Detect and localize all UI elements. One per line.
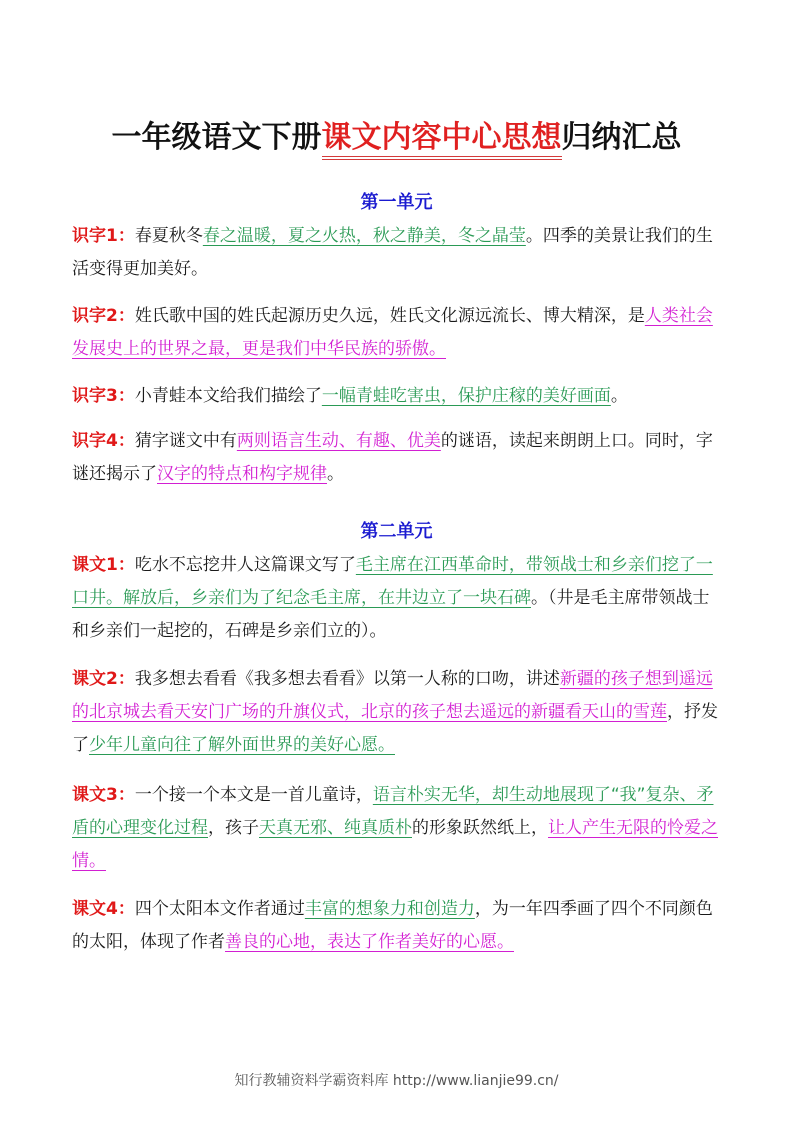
key-point-pink: 让人产生无限的怜爱之情。: [72, 818, 718, 871]
unit-2-item-2: [72, 663, 724, 762]
body-text: 。: [327, 464, 344, 484]
key-point-pink: 汉字的特点和构字规律: [157, 464, 327, 484]
unit-1-item-3: [72, 380, 724, 413]
unit-2-heading: 第二单元: [360, 521, 433, 542]
body-text: 小青蛙本文给我们描绘了: [134, 386, 322, 406]
body-text: 的谜语，读起来朗朗上口。同时，字谜还揭示了: [72, 431, 713, 484]
unit-1-item-1: [72, 220, 724, 286]
item-label: 课文3：: [72, 785, 135, 805]
item-label: 识字1：: [72, 226, 135, 246]
body-text: 猜字谜文中有: [134, 431, 237, 451]
body-text: ，孩子: [208, 818, 259, 838]
body-text: 。: [610, 386, 628, 406]
body-text: 的形象跃然纸上，: [412, 818, 548, 838]
key-point-green: 天真无邪、纯真质朴: [259, 818, 412, 838]
key-point-green: 一幅青蛙吃害虫，保护庄稼的美好画面: [321, 386, 611, 406]
page-title: [0, 112, 793, 156]
key-point-green: 春之温暖，夏之火热，秋之静美，冬之晶莹: [202, 226, 526, 246]
item-label: 识字3：: [72, 386, 135, 406]
key-point-green: 少年儿童向往了解外面世界的美好心愿。: [89, 735, 395, 755]
key-point-pink: 人类社会发展史上的世界之最，更是我们中华民族的骄傲。: [72, 306, 713, 359]
item-label: 识字2：: [72, 306, 135, 326]
body-text: 吃水不忘挖井人这篇课文写了: [134, 555, 356, 575]
key-point-pink: 新疆的孩子想到遥远的北京城去看天安门广场的升旗仪式，北京的孩子想去遥远的新疆看天山的雪莲: [72, 669, 713, 722]
key-point-green: 语言朴实无华，却生动地展现了“我”复杂、矛盾的心理变化过程: [72, 785, 714, 838]
key-point-pink: 善良的心地，表达了作者美好的心愿。: [225, 932, 514, 952]
item-label: 课文4：: [72, 899, 135, 919]
body-text: ，为一年四季画了四个不同颜色的太阳，体现了作者: [72, 899, 713, 952]
body-text: 姓氏歌中国的姓氏起源历史久远，姓氏文化源远流长、博大精深，是: [134, 306, 645, 326]
body-text: 春夏秋冬: [134, 226, 203, 246]
body-text: ，抒发了: [72, 702, 718, 755]
title-suffix: 归纳汇总: [561, 120, 682, 155]
body-text: 。四季的美景让我们的生活变得更加美好。: [72, 226, 713, 279]
key-point-green: 丰富的想象力和创造力: [304, 899, 475, 919]
footer-source: 知行教辅资料学霸资料库 http://www.lianjie99.cn/: [234, 1073, 559, 1089]
body-text: 我多想去看看《我多想去看看》以第一人称的口吻，讲述: [134, 669, 560, 689]
title-highlight: 课文内容中心思想: [322, 120, 562, 160]
unit-1-heading: 第一单元: [360, 192, 433, 213]
unit-1-item-2: [72, 300, 724, 366]
item-label: 识字4：: [72, 431, 135, 451]
title-prefix: 一年级语文下册: [111, 120, 322, 155]
unit-2-item-1: [72, 549, 724, 648]
item-label: 课文1：: [72, 555, 135, 575]
body-text: 一个接一个本文是一首儿童诗，: [134, 785, 373, 805]
key-point-pink: 两则语言生动、有趣、优美: [236, 431, 441, 451]
item-label: 课文2：: [72, 669, 135, 689]
body-text: 四个太阳本文作者通过: [134, 899, 305, 919]
unit-2-item-3: [72, 779, 724, 878]
unit-1-item-4: [72, 425, 724, 491]
body-text: 。（井是毛主席带领战士和乡亲们一起挖的，石碑是乡亲们立的）。: [72, 588, 710, 641]
unit-2-item-4: [72, 893, 724, 959]
key-point-green: 毛主席在江西革命时，带领战士和乡亲们挖了一口井。解放后，乡亲们为了纪念毛主席，在井边立了一块石碑: [72, 555, 713, 608]
